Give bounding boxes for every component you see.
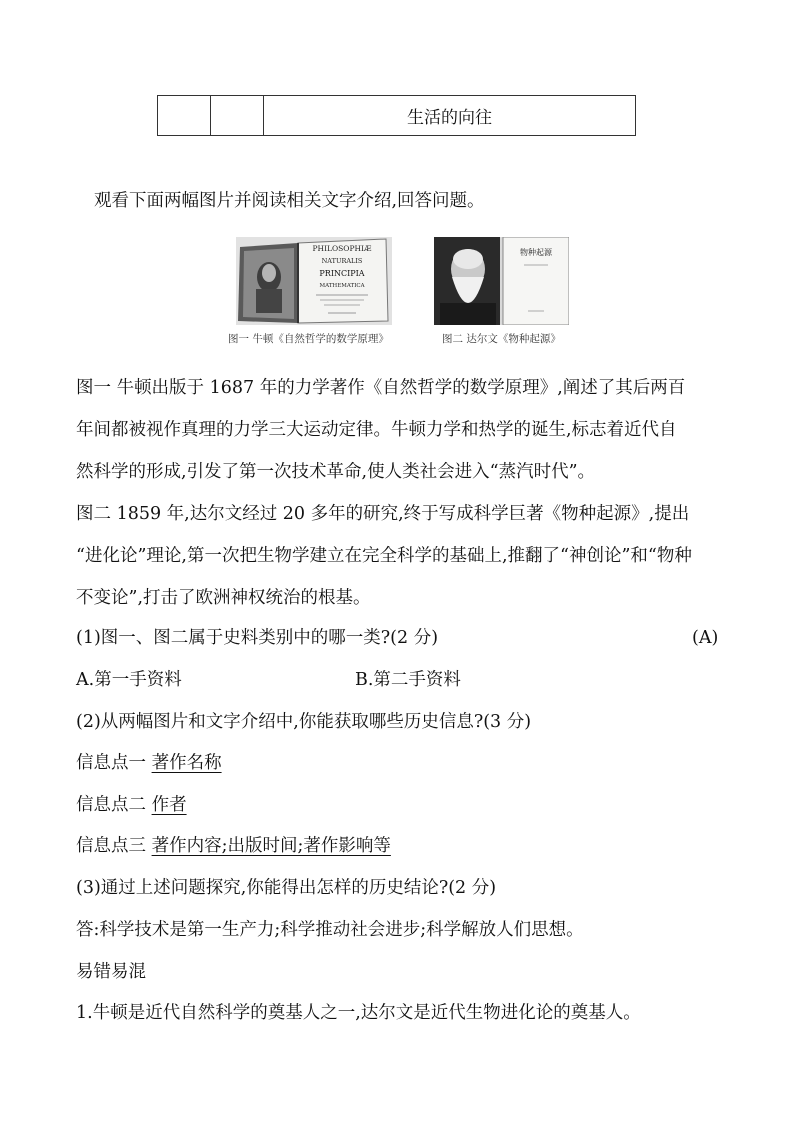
- header-table: [157, 95, 636, 136]
- note-heading: 易错易混: [76, 962, 146, 982]
- principia-title-line-1: PHILOSOPHIÆ: [312, 244, 372, 253]
- principia-title-line-2: NATURALIS: [321, 257, 363, 265]
- question-2-text: (2)从两幅图片和文字介绍中,你能获取哪些历史信息?(3 分): [76, 712, 532, 732]
- figure-1-caption: 图一 牛顿《自然哲学的数学原理》: [228, 333, 389, 345]
- info-point-1-answer: 著作名称: [151, 753, 222, 773]
- principia-title-line-4: MATHEMATICA: [319, 283, 365, 289]
- option-b: B.第二手资料: [355, 670, 461, 690]
- paragraph-1-line-2: 年间都被视作真理的力学三大运动定律。牛顿力学和热学的诞生,标志着近代自: [76, 420, 677, 440]
- figure-newton: [228, 237, 409, 347]
- info-point-3-answer: 著作内容;出版时间;著作影响等: [151, 836, 391, 856]
- question-1-text: (1)图一、图二属于史料类别中的哪一类?(2 分): [76, 628, 439, 648]
- paragraph-1-line-1: 图一 牛顿出版于 1687 年的力学著作《自然哲学的数学原理》,阐述了其后两百: [76, 378, 686, 398]
- note-item-1: 1.牛顿是近代自然科学的奠基人之一,达尔文是近代生物进化论的奠基人。: [76, 1003, 641, 1023]
- info-point-3: [76, 834, 391, 858]
- question-3-text: (3)通过上述问题探究,你能得出怎样的历史结论?(2 分): [76, 878, 497, 898]
- figure-2-caption: 图二 达尔文《物种起源》: [442, 333, 561, 345]
- table-cell-3: 生活的向往: [264, 96, 636, 136]
- darwin-portrait-image: [434, 237, 569, 325]
- principia-title-line-3: PRINCIPIA: [319, 269, 365, 278]
- paragraph-2-line-3: 不变论”,打击了欧洲神权统治的根基。: [76, 588, 371, 608]
- info-point-2: [76, 793, 187, 817]
- info-point-2-answer: 作者: [151, 795, 187, 815]
- info-point-1: [76, 751, 222, 775]
- paragraph-2-line-2: “进化论”理论,第一次把生物学建立在完全科学的基础上,推翻了“神创论”和“物种: [76, 546, 692, 566]
- option-a: A.第一手资料: [76, 670, 182, 690]
- instruction-text: 观看下面两幅图片并阅读相关文字介绍,回答问题。: [94, 191, 485, 211]
- info-point-3-label: 信息点三: [76, 836, 146, 856]
- origin-book-title: 物种起源: [520, 248, 552, 257]
- question-1-answer: (A): [692, 628, 719, 648]
- principia-book-image: [236, 237, 392, 325]
- figure-darwin: [434, 237, 594, 347]
- darwin-photo: [434, 237, 569, 325]
- paragraph-2-line-1: 图二 1859 年,达尔文经过 20 多年的研究,终于写成科学巨著《物种起源》,提出: [76, 504, 690, 524]
- question-3-answer: 答:科学技术是第一生产力;科学推动社会进步;科学解放人们思想。: [76, 920, 584, 940]
- paragraph-1-line-3: 然科学的形成,引发了第一次技术革命,使人类社会进入“蒸汽时代”。: [76, 462, 596, 482]
- table-cell-1: [158, 96, 211, 136]
- principia-photo: [236, 237, 392, 325]
- info-point-1-label: 信息点一: [76, 753, 146, 773]
- table-cell-2: [211, 96, 264, 136]
- info-point-2-label: 信息点二: [76, 795, 146, 815]
